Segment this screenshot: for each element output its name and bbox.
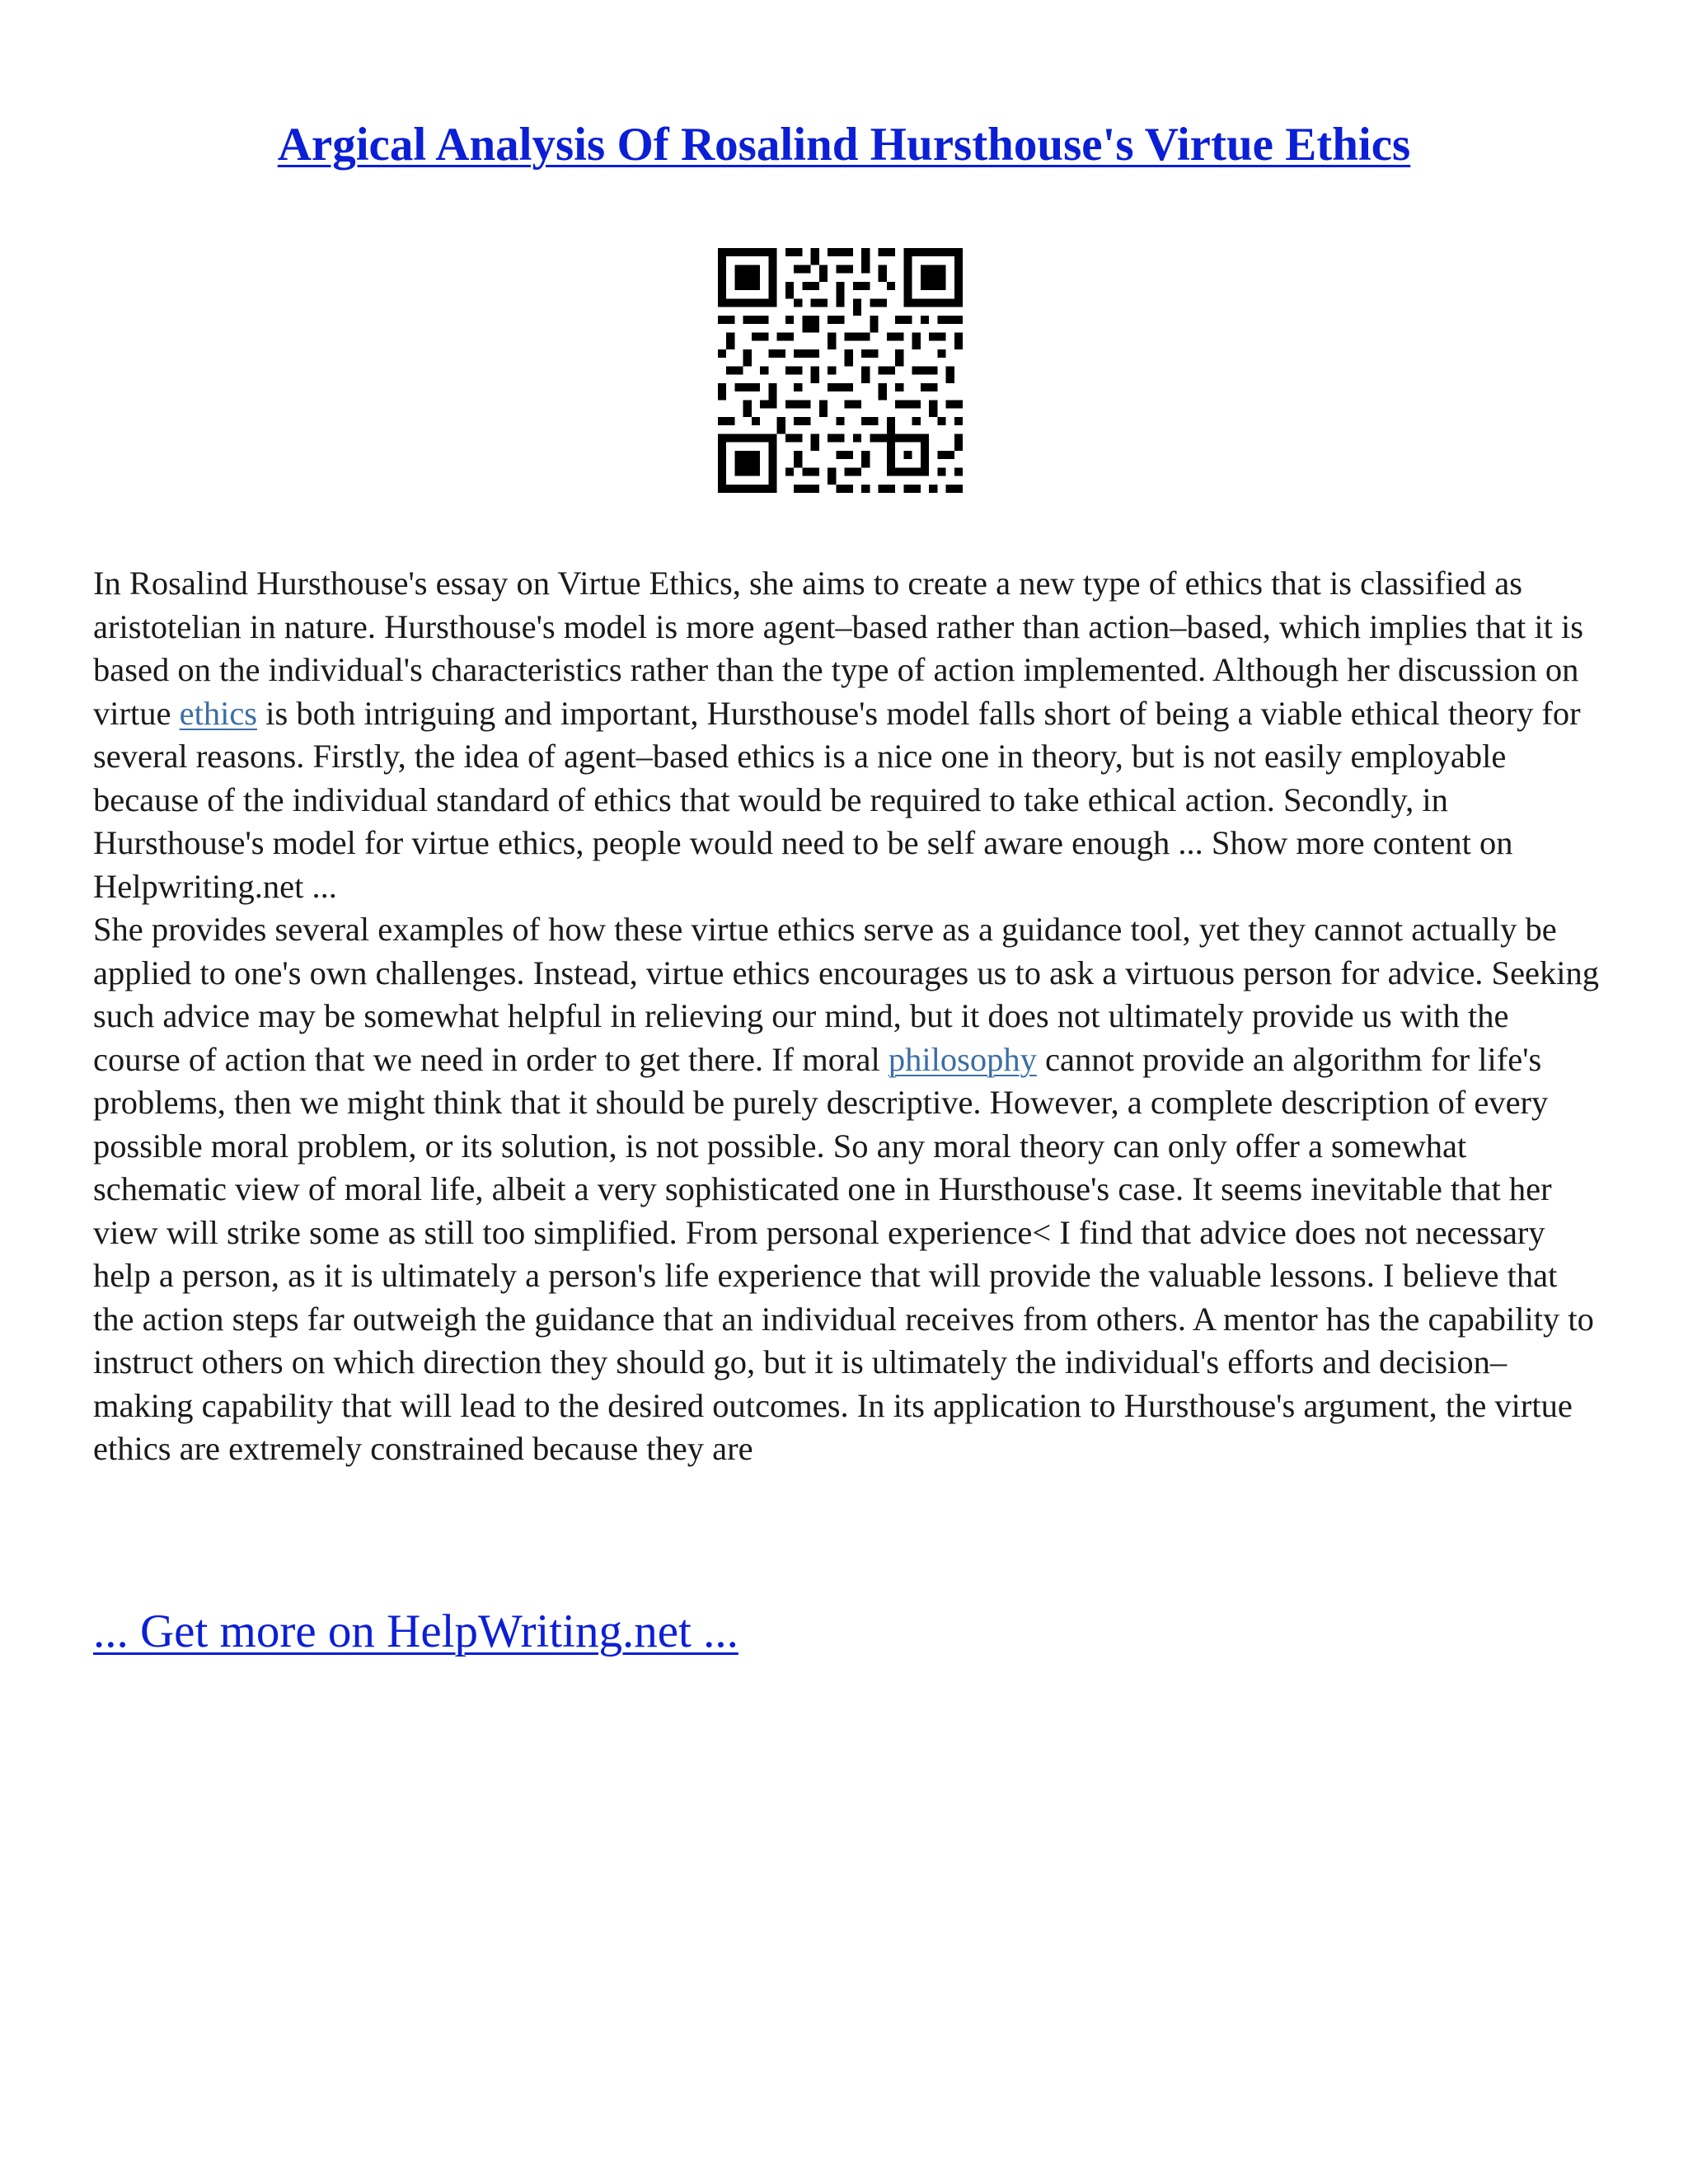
paragraph-2-text-start: She provides several examples of how these virtue ethics serve as a guidance tool, yet they cannot actually be applied to one's own challenges. Instead, virtue ethics encourages us to ask a virtuous person for advice. Seeking such advice may be somewhat helpful in relieving our mind, but it does not ultimately provide us with the course of action that we need in order to get there. If moral (93, 911, 1600, 1078)
paragraph-1 (93, 562, 1601, 908)
get-more-link[interactable]: ... Get more on HelpWriting.net ... (93, 1605, 738, 1657)
paragraph-2-text-end: cannot provide an algorithm for life's problems, then we might think that it should be purely descriptive. However, a complete description of every possible moral problem, or its solution, is not possible. So any moral theory can only offer a somewhat schematic view of moral life, albeit a very sophisticated one in Hursthouse's case. It seems inevitable that her view will strike some as still too simplified. From personal experience< I find that advice does not necessary help a person, as it is ultimately a person's life experience that will provide the valuable lessons. I believe that the action steps far outweigh the guidance that an individual receives from others. A mentor has the capability to instruct others on which direction they should go, but it is ultimately the individual's efforts and decision–making capability that will lead to the desired outcomes. In its application to Hursthouse's argument, the virtue ethics are extremely constrained because they are (93, 1040, 1594, 1467)
paragraph-1-text-end: is both intriguing and important, Hursthouse's model falls short of being a viable ethical theory for several reasons. Firstly, the idea of agent–based ethics is a nice one in theory, but is not easily employable because of the individual standard of ethics that would be required to take ethical action. Secondly, in Hursthouse's model for virtue ethics, people would need to be self aware enough ... Show more content on Helpwriting.net ... (93, 694, 1581, 905)
page-title (0, 115, 1688, 175)
philosophy-link[interactable]: philosophy (888, 1040, 1037, 1078)
ethics-link[interactable]: ethics (179, 694, 258, 732)
title-link[interactable]: Argical Analysis Of Rosalind Hursthouse's Virtue Ethics (277, 119, 1411, 171)
essay-body (93, 562, 1601, 1471)
paragraph-2 (93, 908, 1601, 1471)
qr-code-icon (718, 248, 963, 493)
paragraph-1-text-start: In Rosalind Hursthouse's essay on Virtue Ethics, she aims to create a new type of ethics that is classified as aristotelian in nature. Hursthouse's model is more agent–based rather than action–based, which implies that it is based on the individual's characteristics rather than the type of action implemented. Although her discussion on virtue (93, 565, 1583, 732)
